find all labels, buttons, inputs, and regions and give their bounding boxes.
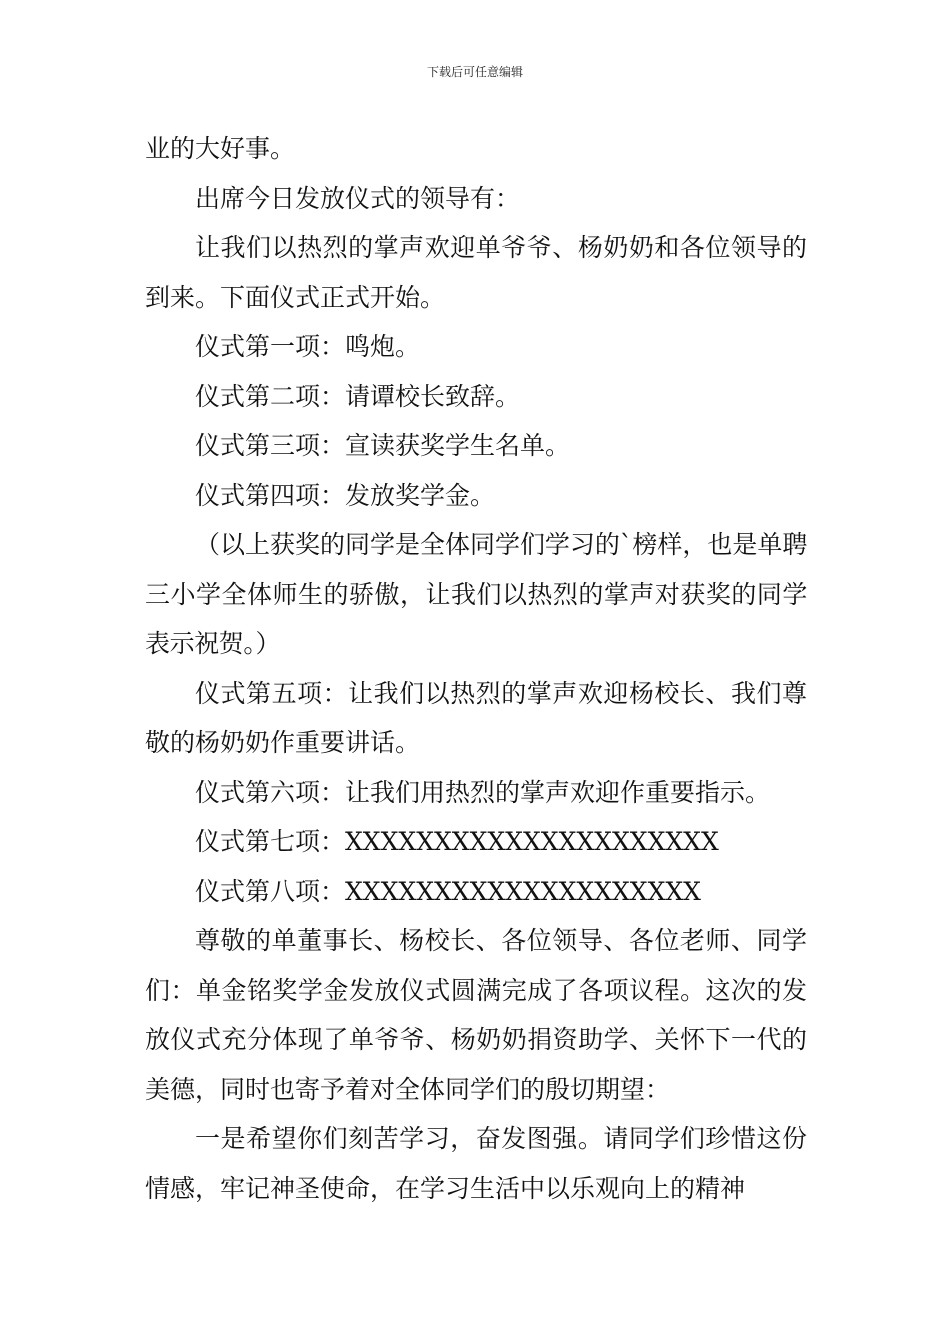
paragraph-item-1: 仪式第一项：鸣炮。 [195, 332, 421, 361]
paragraph-item-7: 仪式第七项：XXXXXXXXXXXXXXXXXXXXX [195, 827, 719, 856]
paragraph-item-3: 仪式第三项：宣读获奖学生名单。 [195, 431, 571, 460]
paragraph-hope-1: 一是希望你们刻苦学习，奋发图强。请同学们珍惜这份情感，牢记神圣使命，在学习生活中以乐观向上的精神 [145, 1124, 807, 1203]
paragraph-item-4: 仪式第四项：发放奖学金。 [195, 480, 496, 510]
paragraph-item-2: 仪式第二项：请谭校长致辞。 [195, 381, 521, 411]
paragraph-congratulations: （以上获奖的同学是全体同学们学习的`榜样，也是单聘三小学全体师生的骄傲，让我们以热烈的掌声对获奖的同学表示祝贺。） [145, 530, 807, 658]
paragraph-item-5: 仪式第五项：让我们以热烈的掌声欢迎杨校长、我们尊敬的杨奶奶作重要讲话。 [145, 678, 807, 757]
paragraph-closing: 尊敬的单董事长、杨校长、各位领导、各位老师、同学们：单金铭奖学金发放仪式圆满完成了各项议程。这次的发放仪式充分体现了单爷爷、杨奶奶捐资助学、关怀下一代的美德，同时也寄予着对全体同学们的殷切期望： [145, 926, 807, 1104]
paragraph-item-8: 仪式第八项：XXXXXXXXXXXXXXXXXXXX [195, 876, 701, 906]
paragraph-welcome: 让我们以热烈的掌声欢迎单爷爷、杨奶奶和各位领导的到来。下面仪式正式开始。 [145, 233, 807, 312]
paragraph-leaders: 出席今日发放仪式的领导有： [195, 183, 521, 213]
paragraph-item-6: 仪式第六项：让我们用热烈的掌声欢迎作重要指示。 [195, 777, 771, 807]
paragraph-continuation: 业的大好事。 [145, 134, 296, 163]
page-header: 下载后可任意编辑 [426, 65, 523, 79]
document-body [145, 124, 807, 1213]
